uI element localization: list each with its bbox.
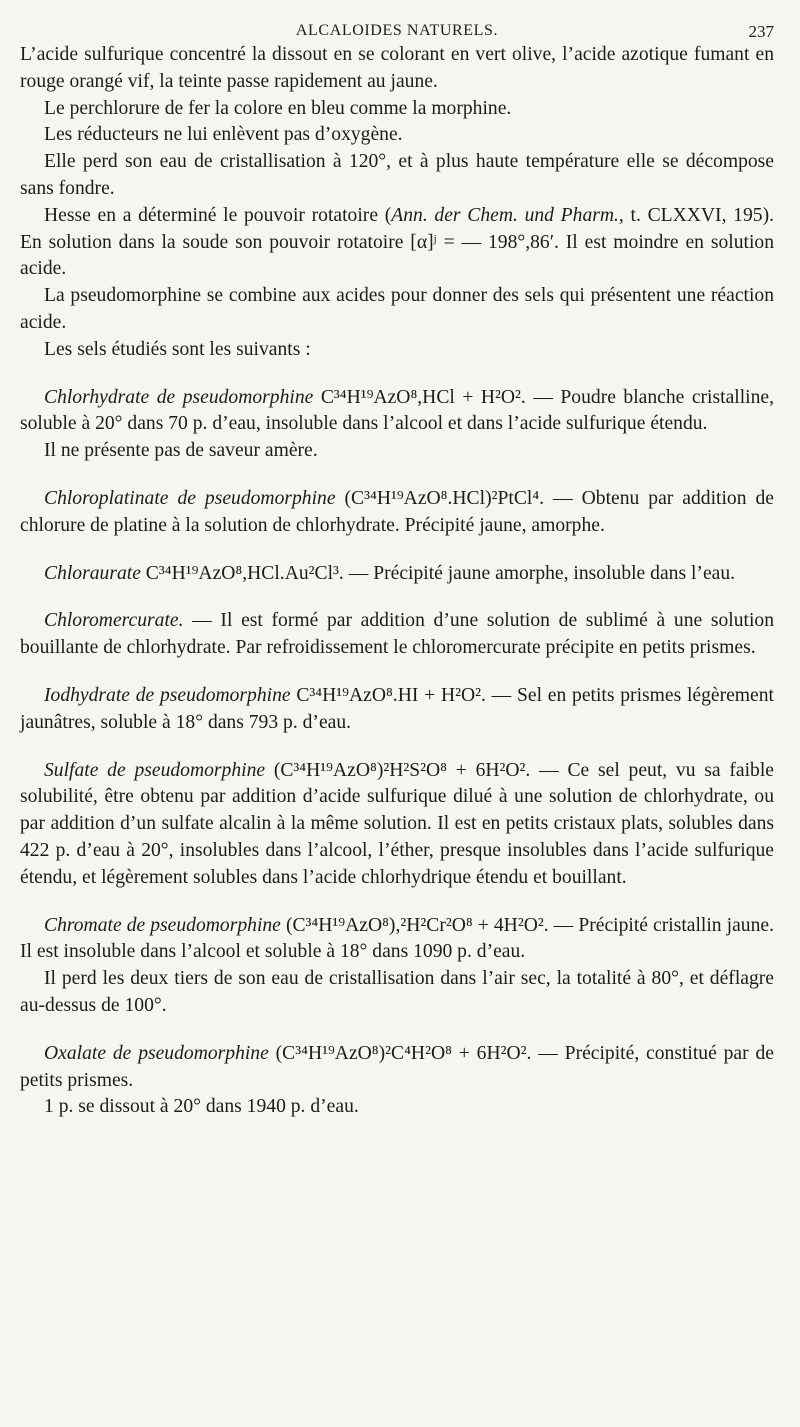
entry-text: — Sel en petits prismes légèrement jaunâtres, soluble à 18° dans 793 p. d’eau. [20,684,774,733]
journal-reference: Ann. der Chem. und Pharm., [391,204,624,226]
entry-text: — Précipité jaune amorphe, insoluble dans l’eau. [343,562,736,584]
paragraph-acid-reactions: L’acide sulfurique concentré la dissout en se colorant en vert olive, l’acide azotique fumant en rouge orangé vif, la teinte passe rapidement au jaune. [20,44,774,92]
entry-chromate [20,913,774,967]
entry-name: Sulfate de pseudomorphine [44,759,266,781]
paragraph-reducteurs: Les réducteurs ne lui enlèvent pas d’oxygène. [44,124,403,146]
entry-name: Oxalate de pseudomorphine [44,1042,269,1064]
entry-name: Chloromercurate. [44,610,184,632]
paragraph-sels-acides: La pseudomorphine se combine aux acides pour donner des sels qui présentent une réaction acide. [20,285,774,333]
entry-name: Chlorhydrate de pseudomorphine [44,386,314,408]
entry-formula: C³⁴H¹⁹AzO⁸,HCl.Au²Cl³. [140,562,344,584]
entry-name: Chromate de pseudomorphine [44,914,281,936]
entry-chloraurate [20,561,774,588]
entry-formula: (C³⁴H¹⁹AzO⁸),²H²Cr²O⁸ + 4H²O². [280,914,549,936]
entry-text: — Il est formé par addition d’une solution de sublimé à une solution bouillante de chlorhydrate. Par refroidissement le chloromercurate précipite en petits prismes. [20,610,774,659]
entry-formula: (C³⁴H¹⁹AzO⁸)²H²S²O⁸ + 6H²O². [265,759,531,781]
entry-chlorhydrate [20,385,774,439]
paragraph-pouvoir-rotatoire [20,203,774,283]
entry-text: — Poudre blanche cristalline, soluble à 20° dans 70 p. d’eau, insoluble dans l’alcool et dans l’acide sulfurique étendu. [20,386,774,435]
rotatoire-text-c: = — 198°,86′. Il est moindre en solution acide. [20,231,774,280]
entry-formula: C³⁴H¹⁹AzO⁸.HI + H²O². [290,684,486,706]
paragraph-cristallisation: Elle perd son eau de cristallisation à 120°, et à plus haute température elle se décompose sans fondre. [20,151,774,199]
rotatoire-superscript: j [433,232,437,245]
entry-text: — Obtenu par addition de chlorure de platine à la solution de chlorhydrate. Précipité jaune, amorphe. [20,487,774,536]
entry-formula: (C³⁴H¹⁹AzO⁸.HCl)²PtCl⁴. [335,487,545,509]
running-header [20,14,774,42]
entry-formula: (C³⁴H¹⁹AzO⁸)²C⁴H²O⁸ + 6H²O². [268,1042,532,1064]
paragraph-saveur: Il ne présente pas de saveur amère. [44,440,318,462]
rotatoire-text-a: Hesse en a déterminé le pouvoir rotatoire ( [44,204,392,226]
paragraph-deflagre: Il perd les deux tiers de son eau de cristallisation dans l’air sec, la totalité à 80°, et déflagre au-dessus de 100°. [20,968,774,1016]
entry-chloroplatinate [20,486,774,540]
entry-iodhydrate [20,683,774,737]
entry-sulfate [20,758,774,892]
page-number: 237 [748,22,774,41]
rotatoire-text-b: t. CLXXVI, 195). En solution dans la soude son pouvoir rotatoire [α] [20,204,774,253]
entry-chloromercurate [20,608,774,662]
entry-text: — Précipité, constitué par de petits prismes. [20,1042,774,1091]
running-title: ALCALOIDES NATURELS. [295,22,499,39]
entry-formula: C³⁴H¹⁹AzO⁸,HCl + H²O². [313,386,526,408]
entry-oxalate [20,1041,774,1095]
paragraph-sels-etudies: Les sels étudiés sont les suivants : [44,338,311,360]
entry-name: Chloroplatinate de pseudomorphine [44,487,336,509]
entry-name: Iodhydrate de pseudomorphine [44,684,291,706]
entry-text: — Ce sel peut, vu sa faible solubilité, être obtenu par addition d’acide sulfurique dilué à une solution de chlorhydrate, ou par addition d’un sulfate alcalin à la même solution. Il est en petits cristaux plats, solubles dans 422 p. d’eau à 20°, insolubles dans l’alcool, l’éther, presque insolubles dans l’acide sulfurique étendu, et légèrement solubles dans l’acide chlorhydrique étendu et bouillant. [20,759,774,888]
entry-text: — Précipité cristallin jaune. Il est insoluble dans l’alcool et soluble à 18° dans 1090 p. d’eau. [20,914,774,963]
paragraph-perchlorure: Le perchlorure de fer la colore en bleu comme la morphine. [44,97,512,119]
entry-name: Chloraurate [44,562,141,584]
paragraph-oxalate-solubilite: 1 p. se dissout à 20° dans 1940 p. d’eau. [44,1096,359,1118]
